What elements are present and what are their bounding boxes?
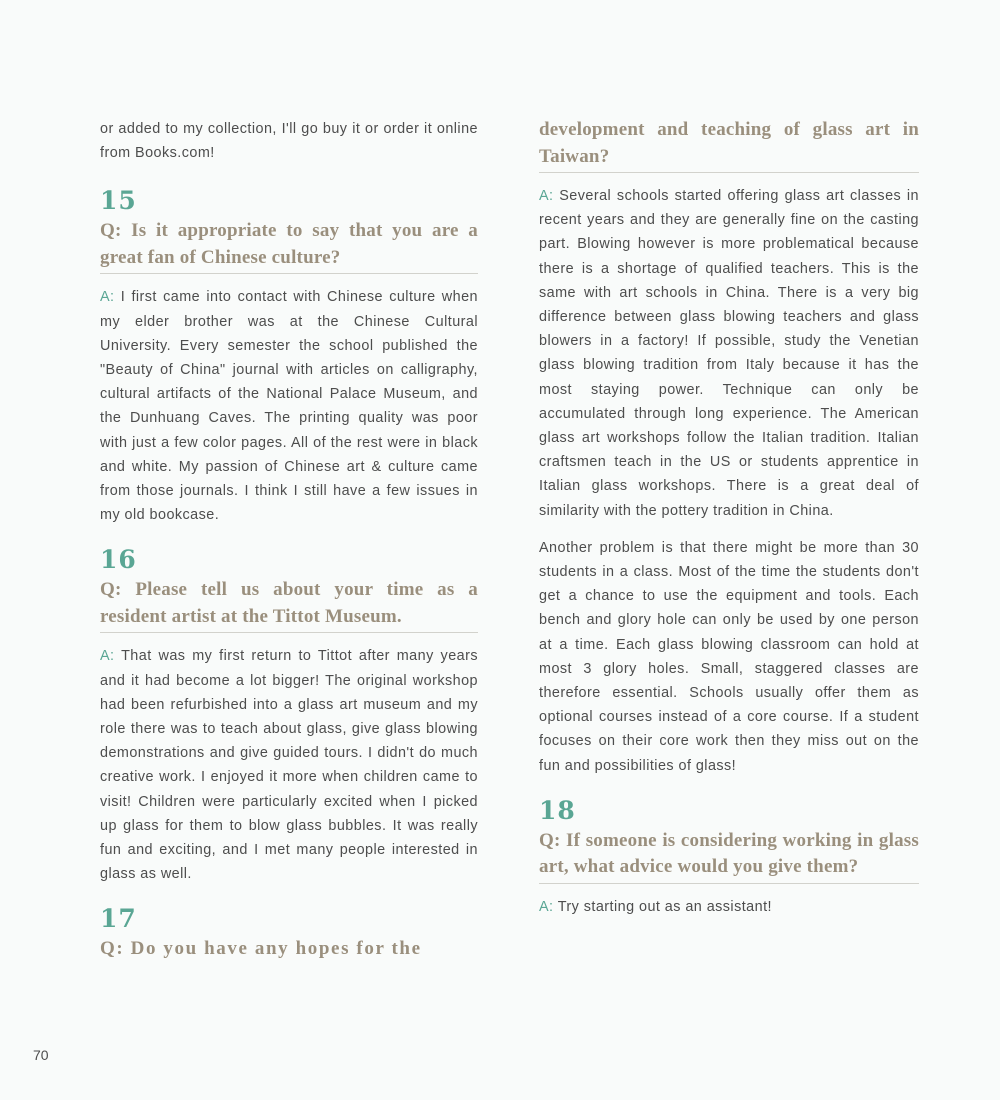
answer-paragraph-2: Another problem is that there might be more than 30 students in a class. Most of the time the students don't get a chance to use the equipment and tools. Each bench and glory hole can only be used by one person at a time. Each glass blowing classroom can hold at most 3 glory holes. Small, staggered classes are therefore essential. Schools usually offer them as optional courses instead of a core course. If a student focuses on their core work then they miss out on the fun and possibilities of glass! [539,539,919,774]
answer-paragraph [539,184,919,523]
left-column [100,117,478,965]
answer-text: Several schools started offering glass art classes in recent years and they are generally fine on the casting part. Blowing however is more problematical because there is a shortage of qualified teachers. This is the same with art schools in China. There is a very big difference between glass blowing teachers and glass blowers in a factory! If possible, study the Venetian glass blowing tradition from Italy because it has the most staying power. Technique can only be accumulated through long experience. The American glass art workshops follow the Italian tradition. Italian craftsmen teach in the US or students apprentice in Italian glass workshops. There is a great deal of similarity with the pottery tradition in China. [539,188,920,519]
section-17 [100,904,478,965]
answer-paragraph [539,895,919,919]
question-heading: Q: Is it appropriate to say that you are a great fan of Chinese culture? [100,218,478,274]
section-17-continued [539,117,919,778]
answer-text: I first came into contact with Chinese culture when my elder brother was at the Chinese Cultural University. Every semester the school published the "Beauty of China" journal with articles on calligraphy, cultural artifacts of the National Palace Museum, and the Dunhuang Caves. The printing quality was poor with just a few color pages. All of the rest were in black and white. My passion of Chinese art & culture came from those journals. I think I still have a few issues in my old bookcase. [100,289,478,524]
question-number: 16 [100,545,137,575]
question-number: 17 [100,904,137,934]
answer-text: Try starting out as an assistant! [557,898,772,915]
question-heading: Q: If someone is considering working in glass art, what advice would you give them? [539,828,919,884]
page-number: 70 [33,1047,49,1063]
question-heading: Q: Please tell us about your time as a resident artist at the Tittot Museum. [100,577,478,633]
answer-text: That was my first return to Tittot after many years and it had become a lot bigger! The original workshop had been refurbished into a glass art museum and my role there was to teach about glass, give glass blowing demonstrations and give guided tours. I didn't do much creative work. I enjoyed it more when children came to visit! Children were particularly excited when I picked up glass for them to blow glass bubbles. It was really fun and exciting, and I met many people interested in glass as well. [100,648,478,883]
section-18 [539,796,919,919]
question-heading-end: development and teaching of glass art in Taiwan? [539,117,919,173]
answer-prefix: A: [100,289,115,306]
section-16 [100,545,478,886]
answer-paragraph [100,644,478,886]
question-heading-start: Q: Do you have any hopes for the [100,938,422,960]
question-number: 15 [100,186,137,216]
section-15 [100,186,478,527]
right-column [539,117,919,919]
answer-prefix: A: [539,188,554,204]
answer-paragraph [100,285,478,527]
question-number: 18 [539,795,576,825]
answer-prefix: A: [539,898,554,915]
intro-paragraph: or added to my collection, I'll go buy it or order it online from Books.com! [100,121,478,162]
answer-prefix: A: [100,648,115,665]
